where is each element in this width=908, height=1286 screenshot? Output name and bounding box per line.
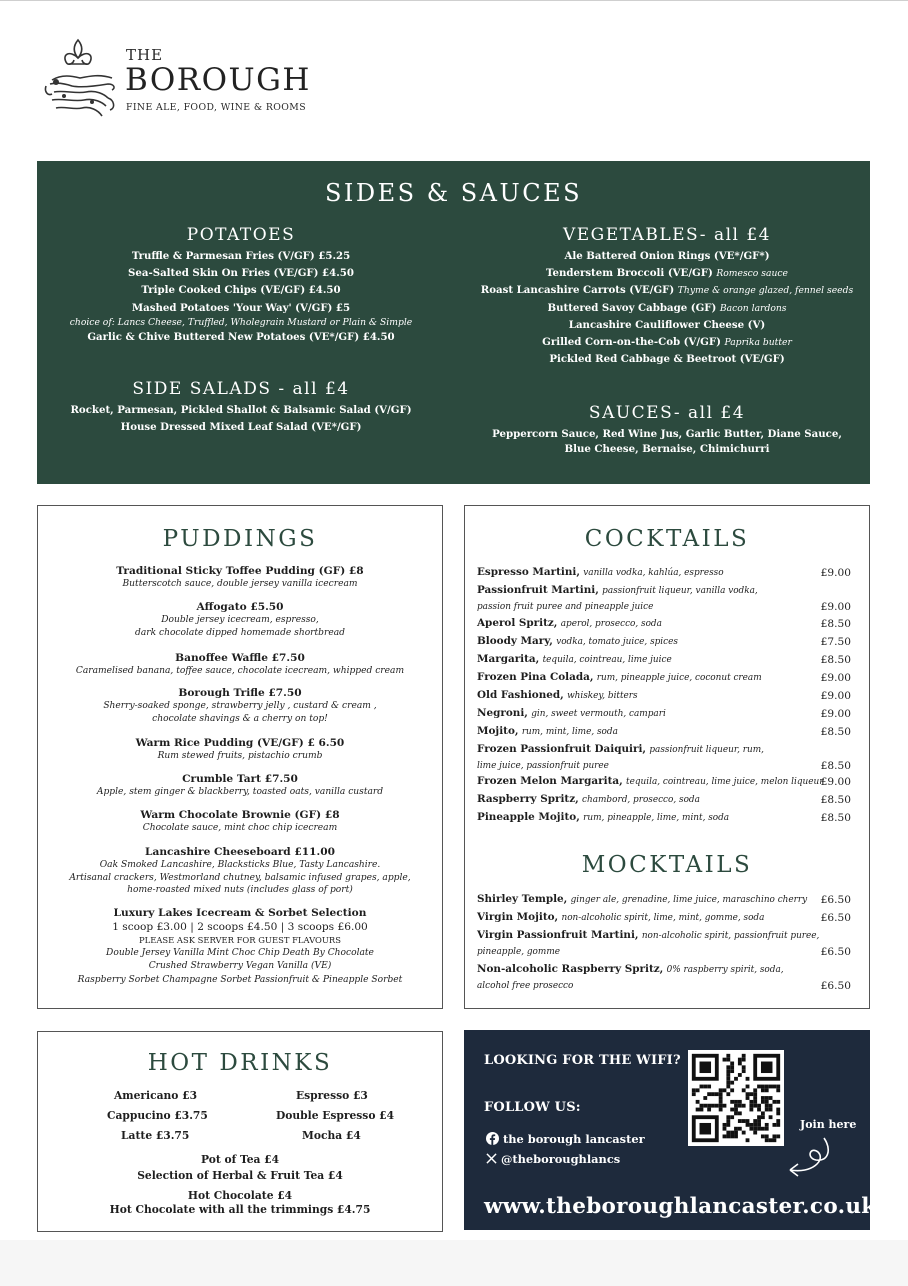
pudding-desc: Double jersey icecream, espresso, [161, 615, 319, 625]
icecream-ask: PLEASE ASK SERVER FOR GUEST FLAVOURS [139, 935, 341, 945]
hot-drink-item: Pot of Tea £4 [200, 1153, 280, 1166]
hot-drink-item: Selection of Herbal & Fruit Tea £4 [137, 1169, 343, 1182]
icecream-name: Luxury Lakes Icecream & Sorbet Selection [113, 907, 367, 919]
mocktails-title: MOCKTAILS [581, 852, 753, 878]
pudding-item [38, 651, 442, 678]
icecream-flavours: Raspberry Sorbet Champagne Sorbet Passionfruit & Pineapple Sorbet [77, 975, 403, 985]
brand-logo [42, 36, 342, 126]
curly-arrow-icon [772, 1134, 842, 1180]
facebook-link[interactable] [486, 1132, 645, 1146]
pudding-desc: Caramelised banana, toffee sauce, chocolate icecream, whipped cream [75, 666, 405, 676]
mocktail-name: Virgin Passionfruit Martini, [477, 929, 639, 941]
cocktail-name: Pineapple Mojito, [477, 811, 580, 823]
sauces-line: Peppercorn Sauce, Red Wine Jus, Garlic Butter, Diane Sauce, [492, 428, 842, 440]
website-link[interactable]: www.theboroughlancaster.co.uk [484, 1194, 877, 1219]
mash-note: choice of: Lancs Cheese, Truffled, Wholegrain Mustard or Plain & Simple [69, 316, 413, 328]
vegetable-name: Pickled Red Cabbage & Beetroot (VE/GF) [549, 353, 785, 366]
cocktail-desc: aperol, prosecco, soda [560, 619, 662, 629]
side-salads-heading: SIDE SALADS - all £4 [132, 379, 350, 399]
x-link[interactable] [486, 1152, 620, 1166]
pudding-item [38, 808, 442, 835]
pudding-name: Traditional Sticky Toffee Pudding (GF) £8 [116, 565, 364, 577]
cocktail-item [477, 742, 851, 774]
pudding-item [38, 686, 442, 725]
mocktail-desc: pineapple, gomme [477, 947, 560, 957]
pudding-name: Lancashire Cheeseboard £11.00 [145, 846, 335, 858]
vegetable-note: Thyme & orange glazed, fennel seeds [677, 285, 854, 297]
potato-item: Truffle & Parmesan Fries (V/GF) £5.25 [131, 250, 351, 262]
mocktail-price: £6.50 [820, 980, 851, 992]
cocktail-name: Espresso Martini, [477, 566, 580, 578]
fleur-de-lis-lion-crest-icon [42, 36, 120, 126]
facebook-handle: the borough lancaster [502, 1132, 645, 1146]
pudding-desc: Rum stewed fruits, pistachio crumb [157, 751, 323, 761]
vegetable-name: Ale Battered Onion Rings (VE*/GF*) [564, 250, 770, 262]
pudding-name: Borough Trifle £7.50 [178, 687, 302, 699]
mocktail-name: Shirley Temple, [477, 893, 568, 905]
pudding-desc: dark chocolate dipped homemade shortbread [135, 627, 345, 638]
cocktail-name: Passionfruit Martini, [477, 584, 599, 596]
x-handle: @theboroughlancs [500, 1152, 621, 1166]
wifi-heading: LOOKING FOR THE WIFI? [484, 1053, 681, 1068]
cocktail-item [477, 634, 851, 650]
icecream-flavours: Crushed Strawberry Vegan Vanilla (VE) [148, 960, 332, 971]
vegetable-item [467, 282, 867, 299]
hot-drink-item: Hot Chocolate with all the trimmings £4.75 [109, 1203, 371, 1216]
mocktail-desc: non-alcoholic spirit, lime, mint, gomme, soda [561, 913, 765, 923]
cocktail-desc: rum, pineapple juice, coconut cream [596, 673, 762, 683]
cocktail-item [477, 810, 851, 826]
mocktail-name: Non-alcoholic Raspberry Spritz, [477, 963, 664, 975]
cocktail-price: £9.00 [820, 567, 851, 579]
brand-tagline: FINE ALE, FOOD, WINE & ROOMS [126, 102, 306, 113]
join-here-label: Join here [800, 1118, 857, 1131]
hot-drink-item: Espresso £3 [296, 1089, 368, 1102]
cocktail-item [477, 565, 851, 581]
pudding-desc: home-roasted mixed nuts (includes glass of port) [127, 885, 353, 895]
cocktail-desc: whiskey, bitters [567, 691, 638, 701]
hot-drink-item: Cappucino £3.75 [107, 1109, 208, 1122]
cocktail-name: Bloody Mary, [477, 635, 553, 647]
hot-drink-item: Double Espresso £4 [276, 1109, 395, 1122]
pudding-item [38, 600, 442, 639]
cocktail-item [477, 652, 851, 668]
pudding-desc: Chocolate sauce, mint choc chip icecream [142, 823, 338, 833]
cocktail-desc: rum, mint, lime, soda [521, 727, 618, 737]
mocktail-item [477, 962, 851, 994]
cocktail-name: Mojito, [477, 725, 519, 737]
mocktail-price: £6.50 [820, 946, 851, 958]
vegetable-item [467, 300, 867, 317]
pudding-desc: Artisanal crackers, Westmorland chutney, balsamic infused grapes, apple, [69, 872, 411, 883]
cocktail-item [477, 774, 851, 790]
cocktail-desc: tequila, cointreau, lime juice [542, 655, 672, 665]
cocktail-item [477, 583, 851, 615]
wifi-qr-code[interactable] [688, 1050, 784, 1146]
pudding-desc: Butterscotch sauce, double jersey vanilla icecream [122, 579, 358, 589]
cocktail-desc: lime juice, passionfruit puree [477, 761, 609, 771]
vegetables-heading: VEGETABLES- all £4 [562, 225, 771, 245]
mocktail-desc: 0% raspberry spirit, soda, [666, 965, 784, 975]
pudding-name: Warm Rice Pudding (VE/GF) £ 6.50 [135, 737, 345, 749]
vegetable-name: Tenderstem Broccoli (VE/GF) [546, 267, 713, 280]
cocktail-desc: vodka, tomato juice, spices [556, 637, 678, 647]
cocktail-name: Aperol Spritz, [477, 617, 558, 629]
cocktail-name: Old Fashioned, [477, 689, 564, 701]
icecream-flavours: Double Jersey Vanilla Mint Choc Chip Death By Chocolate [106, 948, 374, 958]
puddings-box [37, 505, 443, 1009]
sauces-section [467, 403, 867, 457]
info-panel [464, 1030, 877, 1230]
sides-sauces-title: SIDES & SAUCES [324, 179, 583, 207]
vegetable-item [467, 351, 867, 368]
pudding-name: Warm Chocolate Brownie (GF) £8 [140, 809, 340, 821]
side-salads-section [37, 379, 445, 436]
vegetable-name: Grilled Corn-on-the-Cob (V/GF) [542, 336, 721, 349]
mocktail-name: Virgin Mojito, [477, 911, 559, 923]
cocktail-price: £8.50 [820, 654, 851, 666]
sides-sauces-panel [37, 161, 870, 484]
mocktail-item [477, 928, 851, 960]
cocktail-name: Margarita, [477, 653, 540, 665]
facebook-icon [486, 1132, 499, 1145]
cocktails-title: COCKTAILS [584, 526, 750, 552]
brand-name: BOROUGH [125, 62, 311, 98]
cocktail-desc: passionfruit liqueur, vanilla vodka, [602, 586, 758, 596]
cocktail-item [477, 670, 851, 686]
sauces-line: Blue Cheese, Bernaise, Chimichurri [564, 443, 770, 455]
pudding-item [38, 736, 442, 763]
cocktail-price: £8.50 [820, 794, 851, 806]
potatoes-heading: POTATOES [186, 225, 296, 245]
pudding-desc: Sherry-soaked sponge, strawberry jelly , custard & cream , [103, 701, 377, 711]
hot-drinks-title: HOT DRINKS [147, 1050, 333, 1076]
brand-the: THE [126, 46, 164, 64]
pudding-desc: Apple, stem ginger & blackberry, toasted oats, vanilla custard [96, 787, 384, 797]
vegetable-item [467, 265, 867, 282]
x-icon [486, 1153, 497, 1164]
potato-item: Garlic & Chive Buttered New Potatoes (VE*/GF) £4.50 [87, 330, 395, 343]
cocktail-item [477, 616, 851, 632]
top-border [0, 0, 908, 1]
cocktail-desc: chambord, prosecco, soda [582, 795, 700, 805]
potatoes-section [37, 225, 445, 346]
qr-code-icon [688, 1050, 784, 1146]
pudding-name: Affogato £5.50 [196, 601, 284, 613]
vegetable-note: Romesco sauce [716, 268, 788, 280]
cocktail-item [477, 688, 851, 704]
hot-drink-item: Latte £3.75 [121, 1129, 190, 1142]
cocktail-name: Frozen Passionfruit Daiquiri, [477, 743, 647, 755]
cocktails-box [464, 505, 870, 1009]
cocktail-price: £9.00 [820, 776, 851, 788]
mocktail-desc: ginger ale, grenadine, lime juice, maraschino cherry [570, 895, 808, 905]
icecream-prices: 1 scoop £3.00 | 2 scoops £4.50 | 3 scoops £6.00 [112, 921, 368, 933]
cocktail-price: £9.00 [820, 708, 851, 720]
cocktail-price: £9.00 [820, 672, 851, 684]
vegetable-item [467, 248, 867, 265]
mocktail-price: £6.50 [820, 912, 851, 924]
potato-item: Sea-Salted Skin On Fries (VE/GF) £4.50 [128, 267, 354, 280]
salad-item: House Dressed Mixed Leaf Salad (VE*/GF) [120, 421, 362, 434]
cocktail-item [477, 724, 851, 740]
hot-drink-item: Hot Chocolate £4 [187, 1189, 293, 1202]
cocktail-name: Frozen Pina Colada, [477, 671, 594, 683]
pudding-item [38, 564, 442, 591]
hot-drink-item: Americano £3 [114, 1089, 198, 1102]
mocktail-desc: non-alcoholic spirit, passionfruit puree, [641, 931, 820, 941]
icecream-selection [38, 906, 442, 987]
cocktail-desc: tequila, cointreau, lime juice, melon liqueur [626, 777, 824, 787]
cocktail-price: £9.00 [820, 601, 851, 613]
cocktail-item [477, 792, 851, 808]
cocktail-name: Negroni, [477, 707, 528, 719]
hot-drinks-box [37, 1031, 443, 1232]
page-bottom-shade [0, 1240, 908, 1286]
cocktail-desc: passion fruit puree and pineapple juice [477, 602, 654, 612]
puddings-title: PUDDINGS [162, 526, 318, 552]
vegetables-section [467, 225, 867, 368]
follow-heading: FOLLOW US: [484, 1100, 581, 1115]
vegetable-name: Lancashire Cauliflower Cheese (V) [568, 318, 766, 331]
cocktail-desc: vanilla vodka, kahlúa, espresso [583, 568, 724, 578]
pudding-desc: Oak Smoked Lancashire, Blacksticks Blue, Tasty Lancashire. [99, 860, 381, 870]
potato-item: Triple Cooked Chips (VE/GF) £4.50 [141, 284, 341, 297]
cocktail-price: £8.50 [820, 760, 851, 772]
cocktail-item [477, 706, 851, 722]
mocktail-item [477, 892, 851, 908]
vegetable-name: Buttered Savoy Cabbage (GF) [547, 301, 717, 314]
cocktail-price: £8.50 [820, 812, 851, 824]
cocktail-price: £9.00 [820, 690, 851, 702]
pudding-name: Crumble Tart £7.50 [182, 773, 298, 785]
cocktail-price: £8.50 [820, 618, 851, 630]
cocktail-desc: rum, pineapple, lime, mint, soda [583, 813, 730, 823]
pudding-item [38, 845, 442, 897]
vegetable-item [467, 317, 867, 334]
pudding-item [38, 772, 442, 799]
pudding-name: Banoffee Waffle £7.50 [175, 652, 305, 664]
hot-drink-item: Mocha £4 [302, 1129, 361, 1142]
vegetable-item [467, 334, 867, 351]
sauces-heading: SAUCES- all £4 [588, 403, 746, 423]
cocktail-desc: passionfruit liqueur, rum, [649, 745, 764, 755]
cocktail-price: £8.50 [820, 726, 851, 738]
cocktail-name: Raspberry Spritz, [477, 793, 579, 805]
cocktail-name: Frozen Melon Margarita, [477, 775, 623, 787]
pudding-desc: chocolate shavings & a cherry on top! [152, 713, 328, 724]
potato-item: Mashed Potatoes 'Your Way' (V/GF) £5 [131, 301, 351, 314]
cocktail-desc: gin, sweet vermouth, campari [531, 709, 666, 719]
salad-item: Rocket, Parmesan, Pickled Shallot & Balsamic Salad (V/GF) [70, 404, 412, 416]
vegetable-note: Bacon lardons [719, 302, 787, 314]
mocktail-desc: alcohol free prosecco [477, 981, 574, 991]
cocktail-price: £7.50 [820, 636, 851, 648]
vegetable-note: Paprika butter [724, 337, 792, 349]
mocktail-price: £6.50 [820, 894, 851, 906]
vegetable-name: Roast Lancashire Carrots (VE/GF) [480, 284, 675, 297]
mocktail-item [477, 910, 851, 926]
